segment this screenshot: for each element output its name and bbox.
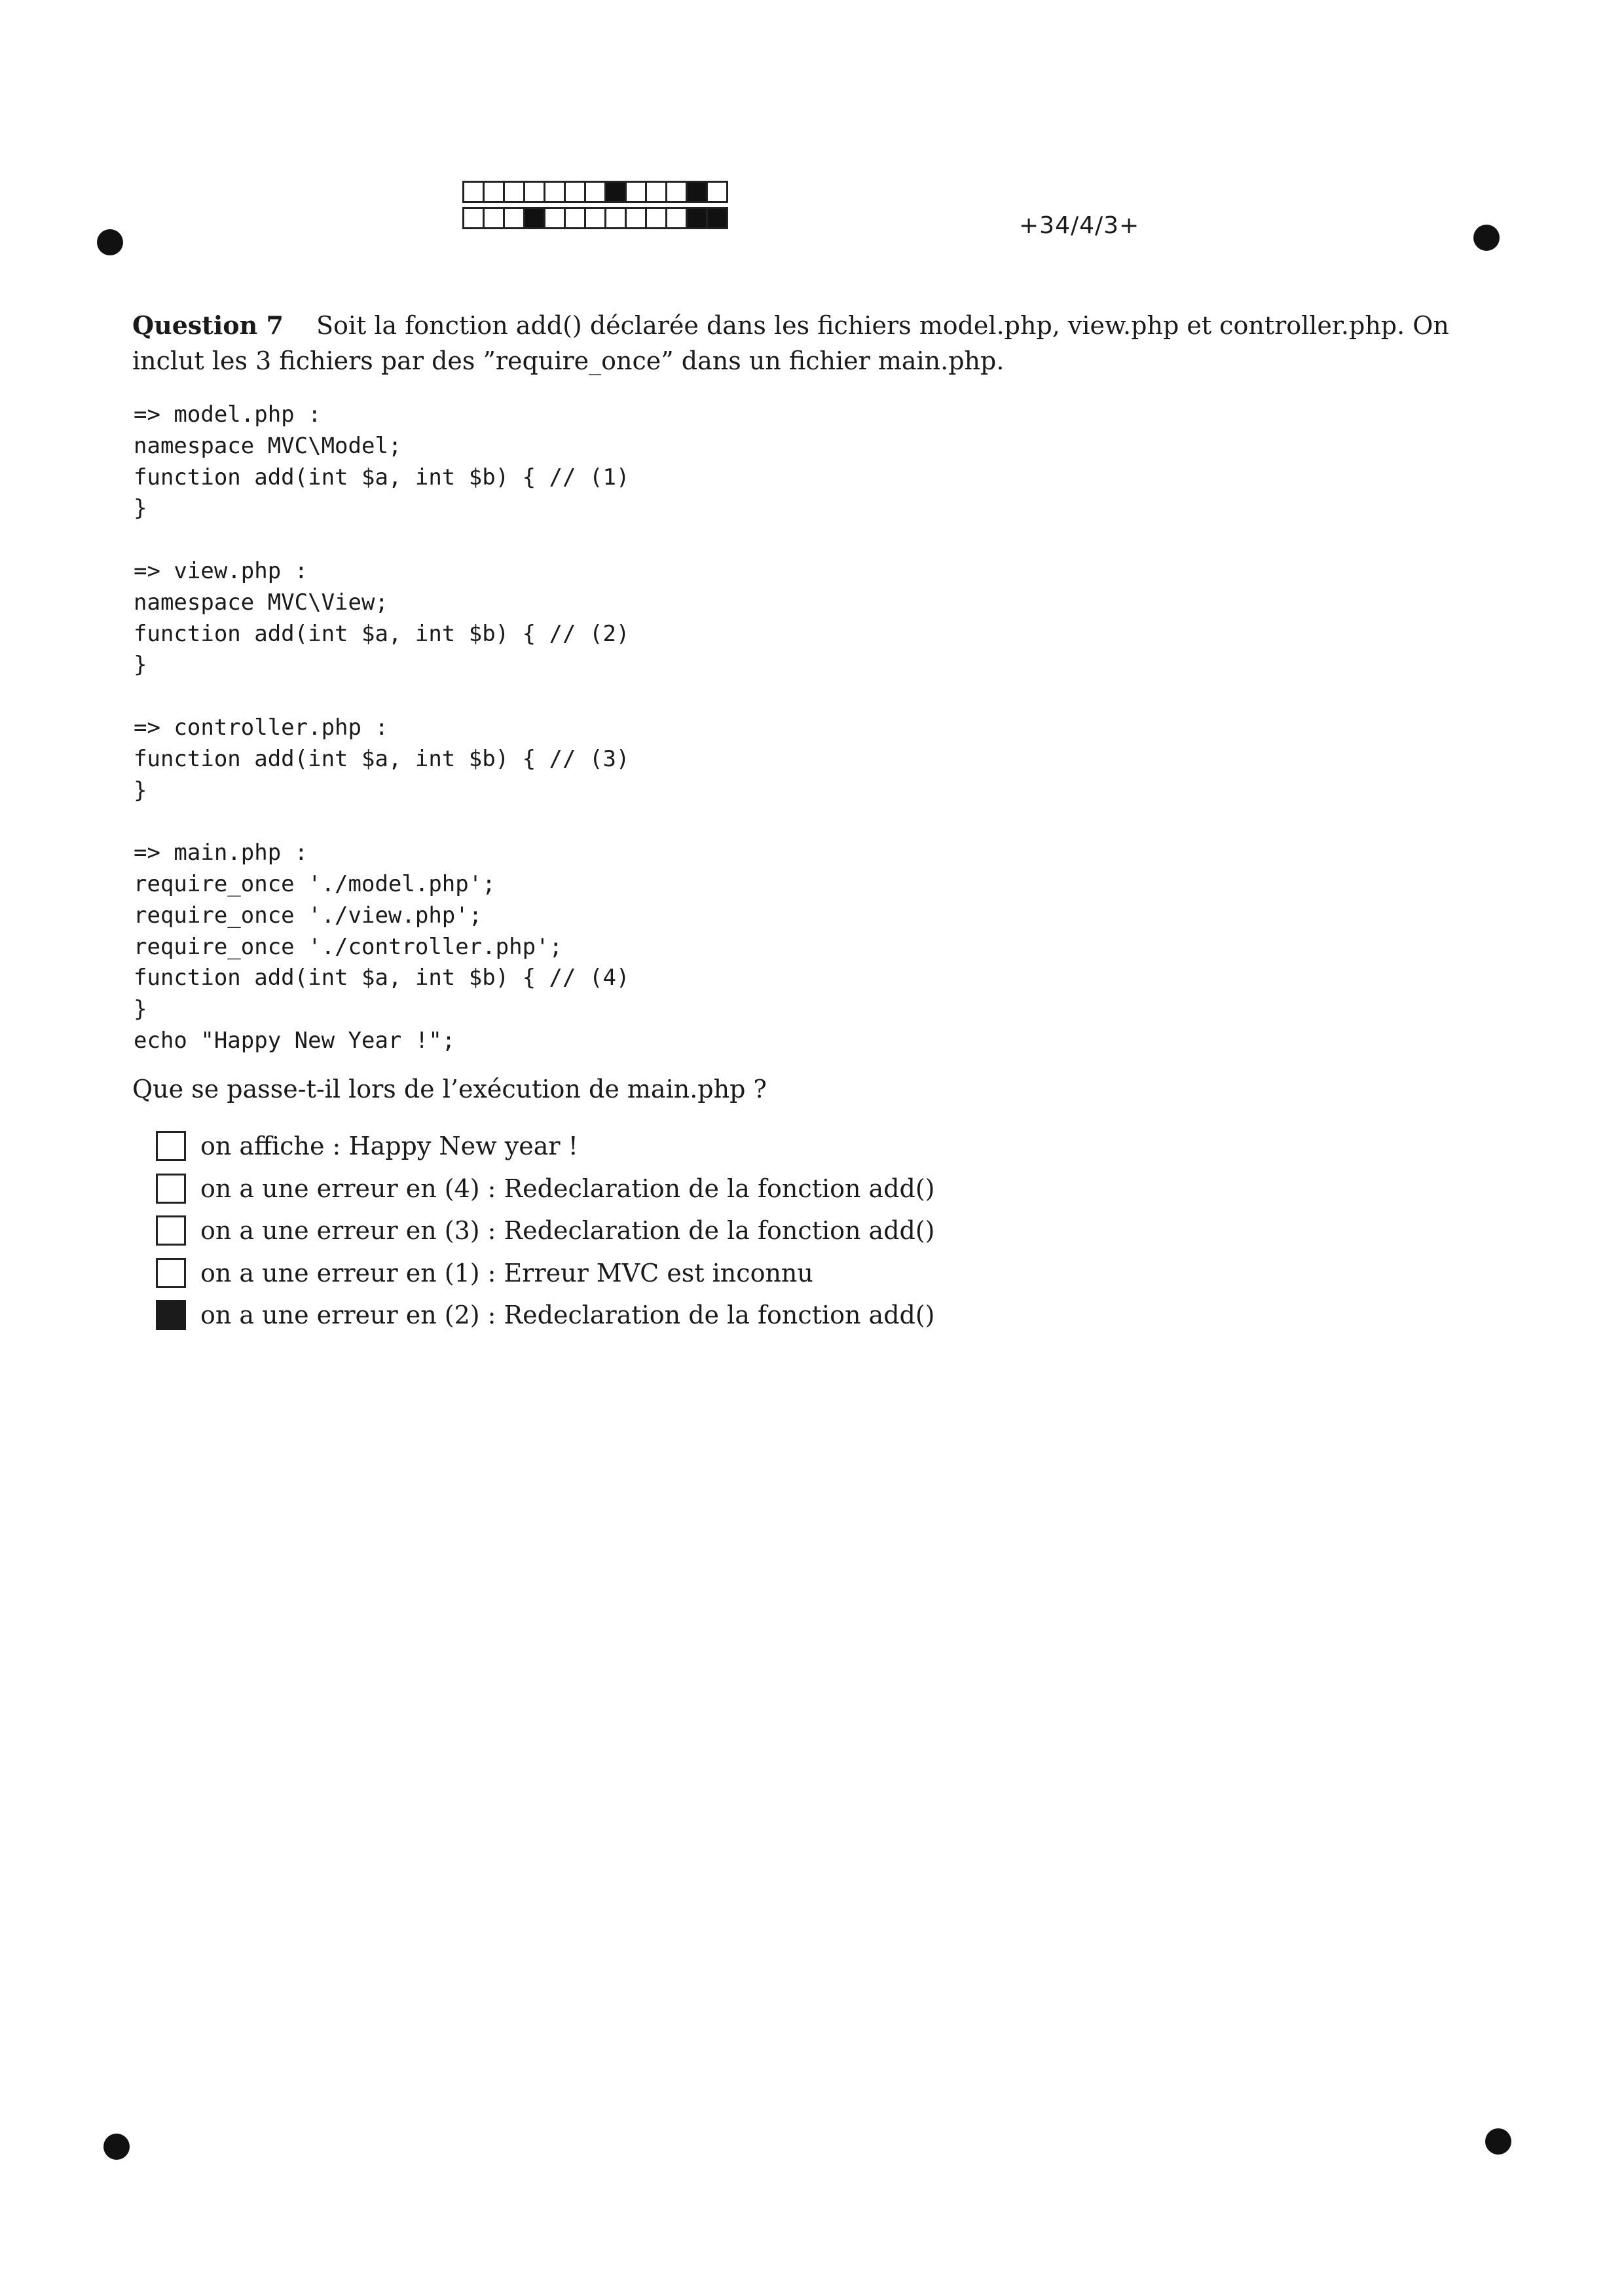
code-cell-empty bbox=[665, 207, 688, 229]
code-line: => main.php : bbox=[134, 840, 308, 866]
code-cell-empty bbox=[645, 181, 667, 203]
question-block bbox=[132, 308, 1494, 379]
answer-option[interactable] bbox=[156, 1252, 935, 1295]
question-prompt: Que se passe-t-il lors de l’exécution de main.php ? bbox=[132, 1075, 767, 1103]
code-cell-filled bbox=[706, 207, 728, 229]
answer-checkbox-checked[interactable] bbox=[156, 1300, 186, 1330]
answer-option[interactable] bbox=[156, 1210, 935, 1252]
code-cell-empty bbox=[544, 207, 566, 229]
code-line: namespace MVC\Model; bbox=[134, 432, 402, 459]
code-line: } bbox=[134, 996, 147, 1023]
code-line bbox=[134, 681, 629, 713]
answer-label: on a une erreur en (4) : Redeclaration de la fonction add() bbox=[200, 1174, 935, 1203]
code-cell-empty bbox=[503, 181, 525, 203]
answer-label: on affiche : Happy New year ! bbox=[200, 1132, 578, 1161]
code-line: } bbox=[134, 777, 147, 804]
code-cell-empty bbox=[625, 181, 647, 203]
code-line: function add(int $a, int $b) { // (2) bbox=[134, 620, 630, 647]
code-cell-empty bbox=[665, 181, 688, 203]
code-cell-empty bbox=[604, 207, 627, 229]
answer-checkbox[interactable] bbox=[156, 1258, 186, 1288]
code-line: function add(int $a, int $b) { // (4) bbox=[134, 965, 630, 991]
code-line: require_once './controller.php'; bbox=[134, 933, 563, 960]
answer-label: on a une erreur en (3) : Redeclaration de la fonction add() bbox=[200, 1216, 935, 1246]
code-grid-row bbox=[462, 181, 726, 203]
code-line: } bbox=[134, 495, 147, 522]
code-cell-empty bbox=[564, 181, 586, 203]
code-cell-empty bbox=[483, 207, 505, 229]
code-cell-empty bbox=[462, 181, 485, 203]
code-line: => model.php : bbox=[134, 401, 322, 428]
code-line bbox=[134, 525, 629, 556]
code-line: function add(int $a, int $b) { // (3) bbox=[134, 745, 630, 772]
code-grid-row bbox=[462, 207, 726, 229]
answer-list bbox=[156, 1125, 935, 1337]
code-cell-filled bbox=[604, 181, 627, 203]
code-line bbox=[134, 806, 629, 838]
answer-label: on a une erreur en (1) : Erreur MVC est inconnu bbox=[200, 1258, 813, 1287]
code-cell-empty bbox=[503, 207, 525, 229]
corner-marker-bottom-left bbox=[103, 2134, 130, 2160]
answer-option[interactable] bbox=[156, 1125, 935, 1168]
corner-marker-top-left bbox=[97, 229, 123, 255]
code-line: => controller.php : bbox=[134, 714, 388, 741]
code-line: function add(int $a, int $b) { // (1) bbox=[134, 464, 630, 491]
code-cell-empty bbox=[706, 181, 728, 203]
answer-label: on a une erreur en (2) : Redeclaration de la fonction add() bbox=[200, 1301, 935, 1330]
code-cell-filled bbox=[686, 181, 708, 203]
answer-checkbox[interactable] bbox=[156, 1215, 186, 1246]
answer-option[interactable] bbox=[156, 1294, 935, 1337]
code-cell-empty bbox=[462, 207, 485, 229]
code-cell-empty bbox=[483, 181, 505, 203]
page-code-grid bbox=[462, 181, 726, 229]
corner-marker-top-right bbox=[1473, 225, 1500, 251]
code-line: require_once './view.php'; bbox=[134, 902, 483, 929]
code-cell-empty bbox=[523, 181, 545, 203]
code-cell-filled bbox=[686, 207, 708, 229]
question-text: Soit la fonction add() déclarée dans les fichiers model.php, view.php et controller.php. On inclut les 3 fichiers par des ”require_once” dans un fichier main.php. bbox=[132, 311, 1449, 375]
code-line: echo "Happy New Year !"; bbox=[134, 1027, 456, 1054]
answer-checkbox[interactable] bbox=[156, 1174, 186, 1204]
code-cell-empty bbox=[645, 207, 667, 229]
code-line: => view.php : bbox=[134, 557, 308, 584]
corner-marker-bottom-right bbox=[1485, 2128, 1511, 2155]
code-cell-empty bbox=[625, 207, 647, 229]
answer-option[interactable] bbox=[156, 1168, 935, 1210]
code-line: } bbox=[134, 652, 147, 678]
page-id: +34/4/3+ bbox=[1019, 212, 1140, 239]
code-line: namespace MVC\View; bbox=[134, 589, 388, 616]
code-listing bbox=[134, 399, 629, 1057]
question-label: Question 7 bbox=[132, 310, 284, 340]
code-cell-empty bbox=[544, 181, 566, 203]
answer-checkbox[interactable] bbox=[156, 1131, 186, 1161]
code-cell-filled bbox=[523, 207, 545, 229]
code-cell-empty bbox=[564, 207, 586, 229]
code-cell-empty bbox=[584, 181, 606, 203]
code-line: require_once './model.php'; bbox=[134, 870, 496, 897]
code-cell-empty bbox=[584, 207, 606, 229]
